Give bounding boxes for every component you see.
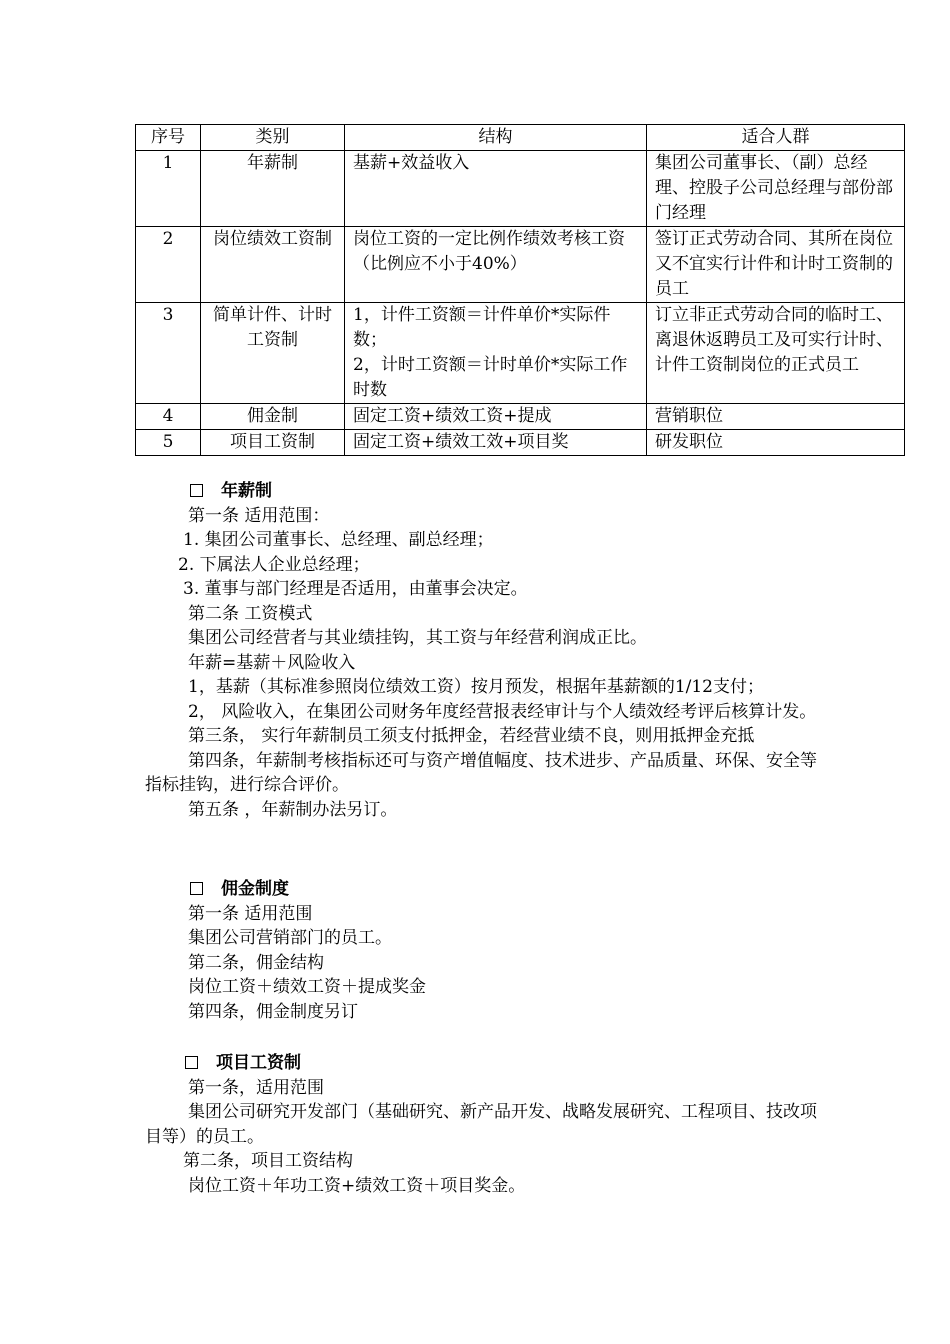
- structure-line-2: 2，计时工资额＝计时单价*实际工作时数: [353, 355, 628, 400]
- cell-type: 佣金制: [201, 404, 345, 430]
- section-heading: [145, 877, 825, 902]
- paragraph: 第二条，佣金结构: [188, 952, 324, 973]
- paragraph: 第四条，佣金制度另订: [188, 1001, 358, 1022]
- salary-system-table: [135, 124, 905, 456]
- table-row: [136, 404, 905, 430]
- cell-type: 项目工资制: [201, 430, 345, 456]
- cell-structure: 基薪+效益收入: [345, 151, 647, 227]
- cell-type: 简单计件、计时工资制: [201, 303, 345, 404]
- paragraph: 岗位工资＋绩效工资＋提成奖金: [188, 977, 426, 997]
- paragraph: 第一条 适用范围: [188, 903, 313, 924]
- paragraph: 集团公司经营者与其业绩挂钩，其工资与年经营利润成正比。: [188, 628, 647, 648]
- paragraph: 第二条 工资模式: [188, 603, 313, 624]
- paragraph: 1，基薪（其标准参照岗位绩效工资）按月预发，根据年基薪额的1/12支付；: [188, 677, 764, 697]
- structure-line-1: 1，计件工资额＝计件单价*实际件数；: [353, 305, 611, 350]
- cell-people: 研发职位: [647, 430, 905, 456]
- paragraph: 集团公司研究开发部门（基础研究、新产品开发、战略发展研究、工程项目、技改项目等）的员工。: [145, 1102, 817, 1147]
- cell-type: 岗位绩效工资制: [201, 227, 345, 303]
- cell-no: 5: [136, 430, 201, 456]
- cell-structure: 固定工资+绩效工资+提成: [345, 404, 647, 430]
- paragraph: 第五条 ，年薪制办法另订。: [188, 799, 398, 820]
- cell-structure: 岗位工资的一定比例作绩效考核工资（比例应不小于40%）: [345, 227, 647, 303]
- paragraph: 年薪=基薪＋风险收入: [188, 652, 356, 673]
- paragraph: 第二条，项目工资结构: [183, 1151, 353, 1171]
- header-people: 适合人群: [647, 125, 905, 151]
- cell-structure: [345, 303, 647, 404]
- header-type: 类别: [201, 125, 345, 151]
- cell-no: 2: [136, 227, 201, 303]
- checkbox-square-icon: [190, 882, 203, 895]
- section-title: 佣金制度: [221, 879, 289, 899]
- section-heading: [145, 1051, 825, 1076]
- cell-structure: 固定工资+绩效工效+项目奖: [345, 430, 647, 456]
- paragraph: 第三条， 实行年薪制员工须支付抵押金，若经营业绩不良，则用抵押金充抵: [188, 726, 755, 746]
- cell-type: 年薪制: [201, 151, 345, 227]
- section-title: 年薪制: [221, 481, 272, 501]
- list-item: 3. 董事与部门经理是否适用，由董事会决定。: [183, 579, 528, 599]
- checkbox-square-icon: [190, 484, 203, 497]
- paragraph: 2， 风险收入，在集团公司财务年度经营报表经审计与个人绩效经考评后核算计发。: [188, 701, 817, 722]
- table-row: [136, 151, 905, 227]
- paragraph: 集团公司营销部门的员工。: [188, 928, 392, 948]
- header-structure: 结构: [345, 125, 647, 151]
- list-item: 2. 下属法人企业总经理；: [178, 554, 370, 575]
- table-header-row: [136, 125, 905, 151]
- paragraph: 第一条 适用范围：: [188, 505, 330, 526]
- table-row: [136, 303, 905, 404]
- section-title: 项目工资制: [216, 1053, 301, 1073]
- section-project-salary: [145, 1051, 825, 1198]
- table-row: [136, 227, 905, 303]
- cell-people: 营销职位: [647, 404, 905, 430]
- header-no: 序号: [136, 125, 201, 151]
- cell-no: 1: [136, 151, 201, 227]
- table-row: [136, 430, 905, 456]
- cell-no: 3: [136, 303, 201, 404]
- cell-people: 订立非正式劳动合同的临时工、离退休返聘员工及可实行计时、计件工资制岗位的正式员工: [647, 303, 905, 404]
- cell-people: 集团公司董事长、（副）总经理、控股子公司总经理与部份部门经理: [647, 151, 905, 227]
- section-heading: [145, 479, 825, 504]
- list-item: 1. 集团公司董事长、总经理、副总经理；: [183, 530, 494, 550]
- cell-no: 4: [136, 404, 201, 430]
- paragraph: 第一条，适用范围: [188, 1077, 324, 1098]
- checkbox-square-icon: [185, 1056, 198, 1069]
- section-annual-salary: [145, 479, 825, 822]
- section-commission: [145, 877, 825, 1024]
- paragraph: 第四条，年薪制考核指标还可与资产增值幅度、技术进步、产品质量、环保、安全等指标挂钩，进行综合评价。: [145, 750, 817, 795]
- paragraph: 岗位工资＋年功工资+绩效工资＋项目奖金。: [188, 1175, 526, 1196]
- cell-people: 签订正式劳动合同、其所在岗位又不宜实行计件和计时工资制的员工: [647, 227, 905, 303]
